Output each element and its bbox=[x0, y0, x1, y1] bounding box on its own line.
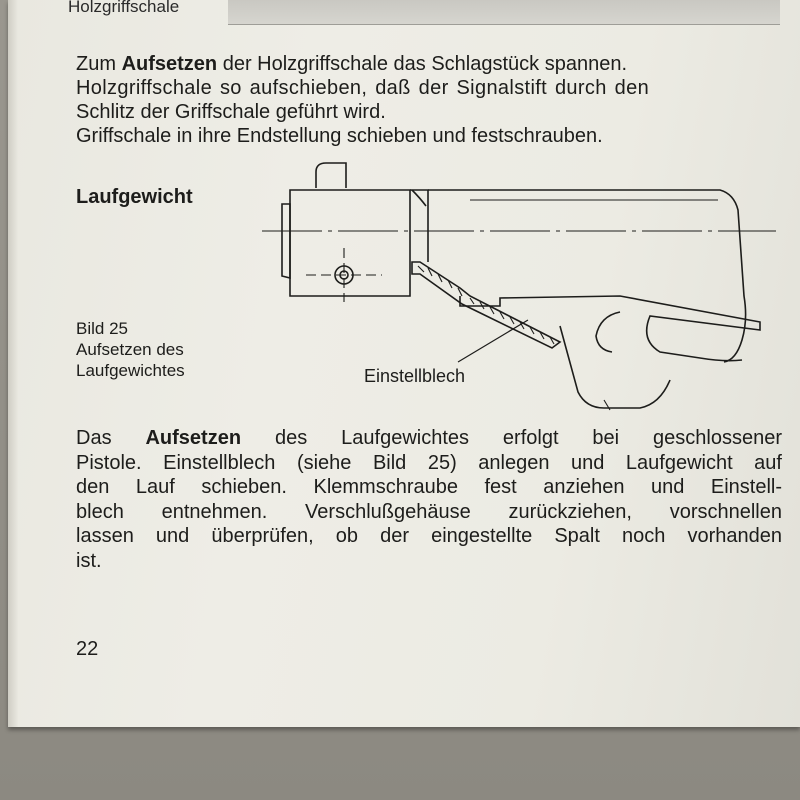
paragraph-2-line-5: lassen und überprüfen, ob der eingestellte Spalt noch vorhanden bbox=[76, 525, 782, 547]
figure-caption-number: Bild 25 bbox=[76, 319, 128, 338]
weight-rear bbox=[410, 190, 428, 262]
bold-term: Aufsetzen bbox=[121, 53, 218, 75]
paragraph-2-line-3: den Lauf schieben. Klemmschraube fest anziehen und Einstell- bbox=[76, 476, 782, 498]
paragraph-2-line-4: blech entnehmen. Verschlußgehäuse zurückziehen, vorschnellen bbox=[76, 500, 782, 523]
text-run: der Holzgriffschale das Schlagstück spannen. bbox=[217, 53, 628, 75]
paragraph-1-line-2: Holzgriffschale so aufschieben, daß der Signalstift durch den bbox=[76, 77, 650, 99]
trigger-guard-outer bbox=[560, 326, 670, 408]
bold-term: Aufsetzen bbox=[145, 427, 242, 449]
sight-nub bbox=[316, 163, 346, 188]
paragraph-1-line-3: Schlitz der Griffschale geführt wird. bbox=[76, 101, 386, 123]
section-heading: Laufgewicht bbox=[76, 186, 193, 208]
paragraph-2-line-1 bbox=[76, 426, 782, 451]
page-number: 22 bbox=[76, 638, 99, 660]
slide-body bbox=[428, 190, 746, 362]
paragraph-1-line-4: Griffschale in ihre Endstellung schieben und festschrauben. bbox=[76, 125, 603, 147]
text-run: Das bbox=[76, 427, 146, 449]
paragraph-2 bbox=[76, 426, 782, 573]
text-run: des Laufgewichtes erfolgt bei geschlossener bbox=[241, 427, 782, 449]
figure-label-einstellblech: Einstellblech bbox=[364, 366, 466, 386]
figure-caption-line-2: Aufsetzen des bbox=[76, 340, 184, 359]
previous-figure-caption-text: Holzgriffschale bbox=[68, 0, 180, 16]
text-run: Zum bbox=[76, 53, 122, 75]
front-collar bbox=[282, 204, 290, 278]
adjustment-plate bbox=[412, 262, 560, 348]
figure-caption-line-3: Laufgewichtes bbox=[76, 361, 185, 380]
weight-block bbox=[290, 190, 410, 296]
paragraph-2-line-2: Pistole. Einstellblech (siehe Bild 25) anlegen und Laufgewicht auf bbox=[76, 451, 782, 474]
figure-caption bbox=[76, 318, 185, 381]
label-leader-line bbox=[458, 320, 528, 362]
trigger-guard-inner bbox=[596, 312, 620, 352]
weight-edge bbox=[412, 190, 426, 206]
paragraph-2-line-6: ist. bbox=[76, 549, 102, 572]
